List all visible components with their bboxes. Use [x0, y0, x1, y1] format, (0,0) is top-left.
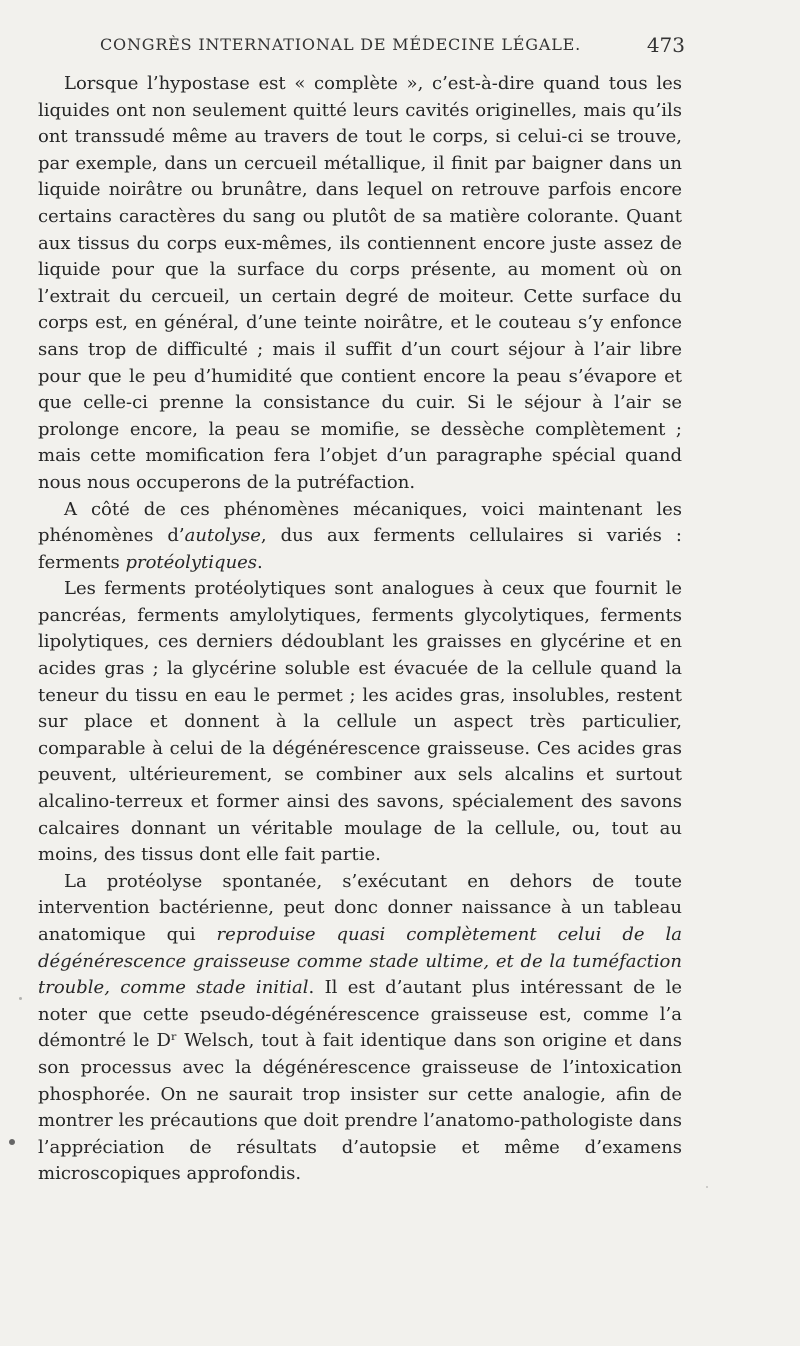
text-run: , dus aux ferments cellulaires si variés : ferments	[38, 525, 682, 573]
text-run: La protéolyse spontanée, s’exécutant en dehors de toute intervention bactérienne, peut donc donner naissance à un tableau anatomique qui	[38, 870, 682, 945]
running-title: CONGRÈS INTERNATIONAL DE MÉDECINE LÉGALE.	[100, 35, 582, 54]
body-text	[38, 71, 682, 1188]
paragraph	[38, 71, 682, 497]
text-run: A côté de ces phénomènes mécaniques, voici maintenant les phénomènes d’	[38, 498, 682, 547]
scan-speck	[9, 1139, 15, 1145]
paragraph	[38, 869, 682, 1188]
page-header	[100, 33, 685, 61]
italic-text-run: reproduise quasi complètement celui de la dégénérescence graisseuse comme stade ultime, et de la tuméfaction trouble, comme stade initial	[38, 924, 682, 999]
text-run: . Il est d’autant plus intéressant de le noter que cette pseudo-dégénérescence graisseuse est, comme l’a démontré le Dʳ Welsch, tout à fait identique dans son origine et dans son processus avec la dégénérescence graisseuse de l’intoxication phosphorée. On ne saurait trop insister sur cette analogie, afin de montrer les précautions que doit prendre l’anatomo-pathologiste dans l’appréciation de résultats d’autopsie et même d’examens microscopiques approfondis.	[38, 977, 682, 1185]
text-run: Les ferments protéolytiques sont analogues à ceux que fournit le pancréas, ferments amylolytiques, ferments glycolytiques, ferments lipolytiques, ces derniers dédoublant les graisses en glycérine et en acides gras ; la glycérine soluble est évacuée de la cellule quand la teneur du tissu en eau le permet ; les acides gras, insolubles, restent sur place et donnent à la cellule un aspect très particulier, comparable à celui de la dégénérescence graisseuse. Ces acides gras peuvent, ultérieurement, se combiner aux sels alcalins et surtout alcalino-terreux et former ainsi des savons, spécialement des savons calcaires donnant un véritable moulage de la cellule, ou, tout au moins, des tissus dont elle fait partie.	[38, 578, 682, 866]
scan-speck	[19, 997, 22, 1000]
text-run: Lorsque l’hypostase est « complète », c’est-à-dire quand tous les liquides ont non seulement quitté leurs cavités originelles, mais qu’ils ont transsudé même au travers de tout le corps, si celui-ci se trouve, par exemple, dans un cercueil métallique, il finit par baigner dans un liquide noirâtre ou brunâtre, dans lequel on retrouve parfois encore certains caractères du sang ou plutôt de sa matière colorante. Quant aux tissus du corps eux-mêmes, ils contiennent encore juste assez de liquide pour que la surface du corps présente, au moment où on l’extrait du cercueil, un certain degré de moiteur. Cette surface du corps est, en général, d’une teinte noirâtre, et le couteau s’y enfonce sans trop de difficulté ; mais il suffit d’un court séjour à l’air libre pour que le peu d’humidité que contient encore la peau s’évapore et que celle-ci prenne la consistance du cuir. Si le séjour à l’air se prolonge encore, la peau se momifie, se dessèche complètement ; mais cette momification fera l’objet d’un paragraphe spécial quand nous nous occuperons de la putréfaction.	[38, 73, 682, 493]
page-number: 473	[646, 33, 685, 57]
italic-text-run: autolyse	[184, 525, 261, 547]
scan-speck	[706, 1186, 708, 1188]
paragraph	[38, 576, 682, 869]
italic-text-run: protéolytiques	[125, 551, 258, 573]
paragraph	[38, 497, 682, 577]
text-run: .	[257, 551, 263, 573]
